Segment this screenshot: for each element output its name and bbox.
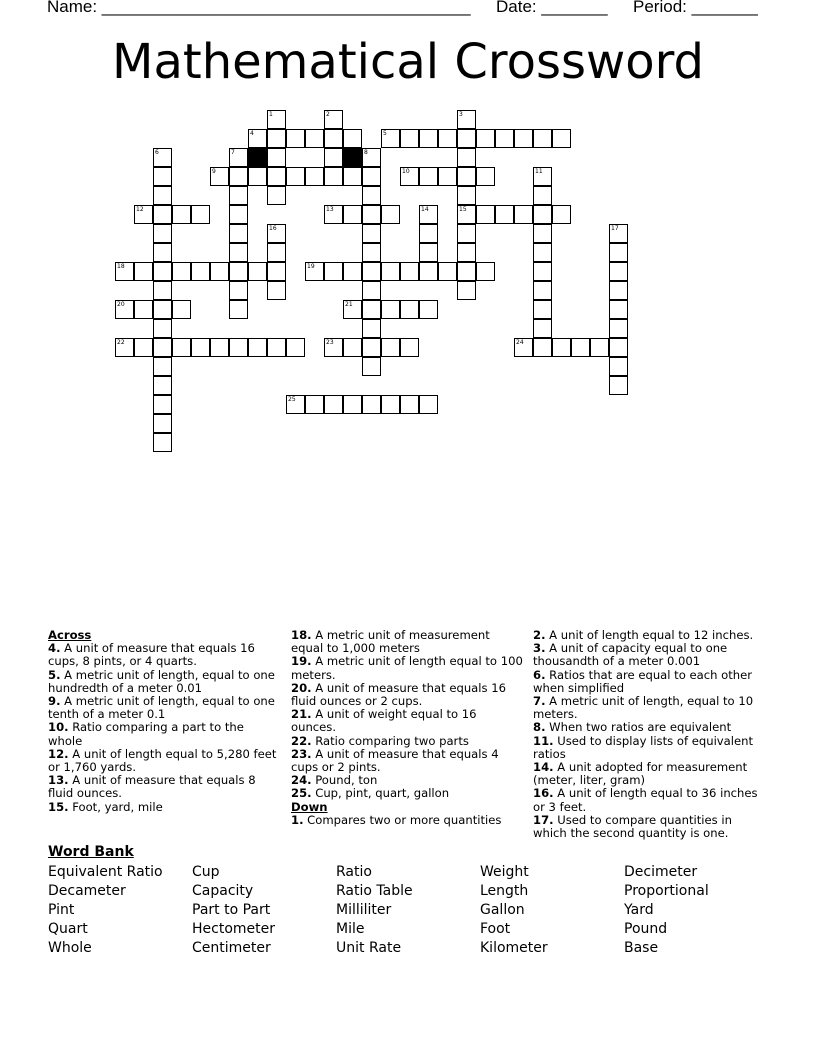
crossword-cell[interactable] [419, 129, 438, 148]
crossword-cell[interactable] [552, 129, 571, 148]
clue-number-label: 14 [421, 206, 429, 213]
crossword-cell[interactable] [438, 262, 457, 281]
clue-number-label: 3 [459, 111, 463, 118]
clue-number-label: 1 [269, 111, 273, 118]
word-bank-item: Capacity [192, 883, 254, 899]
across-clue [48, 774, 278, 800]
crossword-cell[interactable] [305, 395, 324, 414]
across-clue [291, 682, 523, 708]
clue-text: Pound, ton [311, 773, 378, 788]
crossword-cell[interactable] [248, 338, 267, 357]
crossword-cell[interactable] [362, 167, 381, 186]
crossword-cell[interactable] [229, 300, 248, 319]
down-clue [533, 642, 763, 668]
crossword-cell[interactable] [324, 395, 343, 414]
clue-number-label: 19 [307, 263, 315, 270]
word-bank-item: Ratio [336, 864, 372, 880]
crossword-cell[interactable] [153, 224, 172, 243]
word-bank-item: Part to Part [192, 902, 271, 918]
clue-text: Foot, yard, mile [68, 799, 163, 814]
crossword-cell[interactable] [343, 167, 362, 186]
across-clue [48, 748, 278, 774]
crossword-cell[interactable] [609, 376, 628, 395]
crossword-cell[interactable] [286, 129, 305, 148]
clue-number-label: 17 [611, 225, 619, 232]
clue-number-label: 18 [117, 263, 125, 270]
crossword-cell[interactable] [134, 338, 153, 357]
word-bank-item: Decimeter [624, 864, 698, 880]
crossword-cell[interactable] [324, 148, 343, 167]
crossword-cell[interactable] [533, 186, 552, 205]
clue-number: 9. [48, 694, 61, 709]
clue-text: A metric unit of length, equal to one hundredth of a meter 0.01 [48, 667, 275, 695]
crossword-cell[interactable] [552, 338, 571, 357]
crossword-cell[interactable] [362, 300, 381, 319]
crossword-cell[interactable] [590, 338, 609, 357]
crossword-black-cell [248, 148, 267, 167]
clue-text: A unit of weight equal to 16 ounces. [291, 707, 477, 735]
crossword-cell[interactable] [514, 205, 533, 224]
crossword-cell[interactable] [153, 186, 172, 205]
clue-number: 16. [533, 786, 554, 801]
crossword-cell[interactable] [267, 338, 286, 357]
crossword-cell[interactable] [362, 262, 381, 281]
crossword-cell[interactable] [419, 224, 438, 243]
across-clue [291, 708, 523, 734]
crossword-cell[interactable] [457, 148, 476, 167]
crossword-cell[interactable] [153, 376, 172, 395]
crossword-cell[interactable] [362, 243, 381, 262]
crossword-cell[interactable] [172, 300, 191, 319]
crossword-cell[interactable] [419, 167, 438, 186]
word-bank-item: Quart [48, 921, 88, 937]
crossword-cell[interactable] [191, 205, 210, 224]
crossword-cell[interactable] [362, 319, 381, 338]
crossword-cell[interactable] [210, 262, 229, 281]
word-bank-item: Yard [624, 902, 654, 918]
down-clue [533, 695, 763, 721]
crossword-cell[interactable] [229, 224, 248, 243]
crossword-cell[interactable] [609, 357, 628, 376]
crossword-cell[interactable] [362, 395, 381, 414]
word-bank-item: Centimeter [192, 940, 271, 956]
clue-number-label: 10 [402, 168, 410, 175]
across-clue [48, 801, 278, 814]
word-bank-item: Base [624, 940, 659, 956]
clue-number-label: 11 [535, 168, 543, 175]
clue-number-label: 22 [117, 339, 125, 346]
crossword-cell[interactable] [153, 205, 172, 224]
crossword-cell[interactable] [438, 129, 457, 148]
crossword-cell[interactable] [172, 338, 191, 357]
down-clue [533, 814, 763, 840]
clue-number: 10. [48, 720, 69, 735]
crossword-cell[interactable] [457, 167, 476, 186]
clue-text: A metric unit of length equal to 100 meters. [291, 654, 523, 682]
crossword-cell[interactable] [400, 395, 419, 414]
crossword-cell[interactable] [381, 395, 400, 414]
crossword-cell[interactable] [153, 433, 172, 452]
crossword-cell[interactable] [153, 395, 172, 414]
crossword-cell[interactable] [438, 167, 457, 186]
clue-number: 24. [291, 773, 312, 788]
word-bank-item: Hectometer [192, 921, 276, 937]
clue-text: Ratio comparing two parts [311, 733, 469, 748]
crossword-cell[interactable] [533, 224, 552, 243]
clue-number: 13. [48, 773, 69, 788]
crossword-cell[interactable] [267, 129, 286, 148]
crossword-cell[interactable] [229, 205, 248, 224]
clue-text: When two ratios are equivalent [545, 720, 732, 735]
crossword-cell[interactable] [457, 224, 476, 243]
word-bank-item: Length [480, 883, 529, 899]
clue-number: 25. [291, 786, 312, 801]
crossword-cell[interactable] [457, 243, 476, 262]
date-field[interactable]: Date: _______ [496, 0, 608, 16]
crossword-cell[interactable] [267, 281, 286, 300]
crossword-cell[interactable] [153, 357, 172, 376]
crossword-cell[interactable] [571, 338, 590, 357]
crossword-cell[interactable] [400, 338, 419, 357]
clue-number: 5. [48, 667, 61, 682]
crossword-cell[interactable] [191, 338, 210, 357]
crossword-cell[interactable] [533, 319, 552, 338]
clue-text: Cup, pint, quart, gallon [311, 786, 450, 801]
across-clue [291, 748, 523, 774]
crossword-cell[interactable] [229, 262, 248, 281]
down-clue [291, 814, 523, 827]
crossword-cell[interactable] [609, 243, 628, 262]
clue-number-label: 13 [326, 206, 334, 213]
crossword-cell[interactable] [248, 167, 267, 186]
crossword-cell[interactable] [381, 300, 400, 319]
crossword-cell[interactable] [134, 262, 153, 281]
crossword-cell[interactable] [419, 395, 438, 414]
crossword-cell[interactable] [343, 129, 362, 148]
down-clue [533, 669, 763, 695]
word-bank-item: Decameter [48, 883, 126, 899]
clue-text: A metric unit of measurement equal to 1,000 meters [291, 628, 490, 656]
clue-number: 23. [291, 746, 312, 761]
clue-text: A unit adopted for measurement (meter, liter, gram) [533, 760, 748, 788]
crossword-cell[interactable] [267, 243, 286, 262]
word-bank [48, 863, 768, 958]
clue-number-label: 7 [231, 149, 235, 156]
clue-text: Ratios that are equal to each other when simplified [533, 667, 753, 695]
crossword-cell[interactable] [495, 205, 514, 224]
clue-number-label: 25 [288, 396, 296, 403]
clue-number-label: 20 [117, 301, 125, 308]
clue-number-label: 5 [383, 130, 387, 137]
clue-number-label: 9 [212, 168, 216, 175]
crossword-cell[interactable] [533, 300, 552, 319]
word-bank-item: Cup [192, 864, 220, 880]
crossword-cell[interactable] [324, 262, 343, 281]
word-bank-item: Pint [48, 902, 75, 918]
clue-number-label: 4 [250, 130, 254, 137]
crossword-cell[interactable] [533, 281, 552, 300]
name-field[interactable]: Name: _______________________________________ [47, 0, 471, 16]
clue-text: A unit of length equal to 5,280 feet or 1,760 yards. [48, 746, 277, 775]
crossword-cell[interactable] [609, 281, 628, 300]
clue-number: 6. [533, 667, 546, 682]
clue-text: A metric unit of length, equal to 10 meters. [533, 694, 754, 722]
crossword-cell[interactable] [267, 167, 286, 186]
clue-number: 2. [533, 628, 546, 642]
across-heading: Across [48, 628, 92, 642]
crossword-cell[interactable] [343, 395, 362, 414]
clue-text: A unit of measure that equals 16 fluid ounces or 2 cups. [291, 680, 506, 709]
clue-number: 17. [533, 812, 554, 827]
clue-number: 21. [291, 707, 312, 722]
clues-column-1 [48, 629, 278, 814]
crossword-cell[interactable] [609, 338, 628, 357]
word-bank-item: Whole [48, 940, 92, 956]
crossword-cell[interactable] [476, 205, 495, 224]
crossword-cell[interactable] [267, 186, 286, 205]
crossword-cell[interactable] [153, 300, 172, 319]
clue-text: A unit of measure that equals 4 cups or 2 pints. [291, 746, 499, 775]
crossword-cell[interactable] [457, 262, 476, 281]
clue-number: 15. [48, 799, 69, 814]
clue-text: Used to compare quantities in which the second quantity is one. [533, 812, 732, 841]
crossword-cell[interactable] [533, 243, 552, 262]
clue-number: 11. [533, 733, 554, 748]
crossword-cell[interactable] [134, 300, 153, 319]
clue-number: 19. [291, 654, 312, 669]
word-bank-item: Kilometer [480, 940, 548, 956]
across-clue [48, 721, 278, 747]
word-bank-item: Foot [480, 921, 511, 937]
crossword-cell[interactable] [343, 262, 362, 281]
clue-number: 4. [48, 641, 61, 656]
clue-number: 7. [533, 694, 546, 709]
crossword-cell[interactable] [457, 281, 476, 300]
crossword-cell[interactable] [267, 148, 286, 167]
across-clue [48, 642, 278, 668]
word-bank-item: Pound [624, 921, 668, 937]
clue-number-label: 6 [155, 149, 159, 156]
crossword-cell[interactable] [381, 338, 400, 357]
crossword-cell[interactable] [533, 205, 552, 224]
crossword-grid [0, 0, 816, 440]
clue-number: 14. [533, 760, 554, 775]
crossword-cell[interactable] [381, 205, 400, 224]
page-title: Mathematical Crossword [112, 34, 704, 90]
crossword-cell[interactable] [324, 167, 343, 186]
word-bank-item: Ratio Table [336, 883, 413, 899]
clue-text: Used to display lists of equivalent ratios [533, 733, 754, 761]
crossword-cell[interactable] [362, 224, 381, 243]
crossword-cell[interactable] [191, 262, 210, 281]
clue-number: 8. [533, 720, 546, 735]
clue-number-label: 21 [345, 301, 353, 308]
crossword-cell[interactable] [362, 338, 381, 357]
word-bank-item: Equivalent Ratio [48, 864, 163, 880]
across-clue [291, 787, 523, 800]
crossword-cell[interactable] [343, 338, 362, 357]
word-bank-item: Milliliter [336, 902, 392, 918]
across-clue [48, 669, 278, 695]
clue-number: 22. [291, 733, 312, 748]
crossword-cell[interactable] [400, 300, 419, 319]
clue-text: A unit of measure that equals 8 fluid ounces. [48, 773, 256, 801]
clue-number: 1. [291, 812, 304, 827]
clue-number-label: 16 [269, 225, 277, 232]
crossword-black-cell [343, 148, 362, 167]
crossword-cell[interactable] [343, 205, 362, 224]
word-bank-item: Weight [480, 864, 529, 880]
crossword-cell[interactable] [286, 167, 305, 186]
word-bank-item: Mile [336, 921, 365, 937]
crossword-cell[interactable] [419, 262, 438, 281]
crossword-cell[interactable] [153, 243, 172, 262]
crossword-cell[interactable] [172, 262, 191, 281]
crossword-cell[interactable] [153, 338, 172, 357]
crossword-cell[interactable] [457, 129, 476, 148]
clue-number-label: 12 [136, 206, 144, 213]
clue-number: 3. [533, 641, 546, 656]
crossword-cell[interactable] [381, 262, 400, 281]
crossword-cell[interactable] [286, 338, 305, 357]
crossword-cell[interactable] [552, 205, 571, 224]
clue-text: A metric unit of length, equal to one tenth of a meter 0.1 [48, 694, 275, 722]
crossword-cell[interactable] [153, 319, 172, 338]
crossword-cell[interactable] [609, 262, 628, 281]
crossword-cell[interactable] [229, 338, 248, 357]
crossword-cell[interactable] [514, 129, 533, 148]
clue-text: Ratio comparing a part to the whole [48, 720, 244, 748]
crossword-cell[interactable] [362, 186, 381, 205]
clues-column-3 [533, 629, 763, 840]
crossword-cell[interactable] [229, 281, 248, 300]
crossword-cell[interactable] [172, 205, 191, 224]
crossword-cell[interactable] [324, 129, 343, 148]
clue-number: 20. [291, 680, 312, 695]
crossword-cell[interactable] [362, 205, 381, 224]
clue-number-label: 2 [326, 111, 330, 118]
crossword-cell[interactable] [248, 262, 267, 281]
down-clue [533, 761, 763, 787]
crossword-cell[interactable] [457, 186, 476, 205]
crossword-cell[interactable] [476, 167, 495, 186]
crossword-cell[interactable] [533, 338, 552, 357]
crossword-cell[interactable] [305, 129, 324, 148]
clue-text: Compares two or more quantities [303, 812, 502, 827]
crossword-cell[interactable] [533, 129, 552, 148]
word-bank-item: Unit Rate [336, 940, 402, 956]
crossword-cell[interactable] [305, 167, 324, 186]
crossword-cell[interactable] [533, 262, 552, 281]
clue-number-label: 23 [326, 339, 334, 346]
clue-text: A unit of capacity equal to one thousandth of a meter 0.001 [533, 641, 728, 669]
across-clue [48, 695, 278, 721]
clue-number: 12. [48, 746, 69, 761]
clue-text: A unit of length equal to 12 inches. [545, 628, 754, 642]
period-field[interactable]: Period: _______ [633, 0, 758, 16]
crossword-cell[interactable] [229, 167, 248, 186]
crossword-cell[interactable] [267, 262, 286, 281]
clues-column-2 [291, 629, 523, 827]
crossword-cell[interactable] [609, 319, 628, 338]
clue-text: A unit of measure that equals 16 cups, 8 pints, or 4 quarts. [48, 641, 255, 669]
crossword-cell[interactable] [153, 262, 172, 281]
word-bank-title: Word Bank [48, 844, 134, 860]
across-clue [291, 655, 523, 681]
crossword-cell[interactable] [153, 414, 172, 433]
word-bank-item: Gallon [480, 902, 525, 918]
across-clue [291, 629, 523, 655]
clue-number-label: 8 [364, 149, 368, 156]
clue-text: A unit of length equal to 36 inches or 3 feet. [533, 786, 758, 814]
crossword-cell[interactable] [362, 281, 381, 300]
word-bank-item: Proportional [624, 883, 709, 899]
crossword-cell[interactable] [419, 300, 438, 319]
crossword-cell[interactable] [419, 243, 438, 262]
crossword-cell[interactable] [153, 281, 172, 300]
crossword-cell[interactable] [210, 338, 229, 357]
crossword-cell[interactable] [495, 129, 514, 148]
clue-number: 18. [291, 628, 312, 642]
clue-number-label: 24 [516, 339, 524, 346]
crossword-cell[interactable] [362, 357, 381, 376]
down-heading: Down [291, 799, 328, 814]
crossword-cell[interactable] [476, 262, 495, 281]
crossword-cell[interactable] [400, 262, 419, 281]
crossword-cell[interactable] [229, 243, 248, 262]
down-clue [533, 787, 763, 813]
crossword-cell[interactable] [400, 129, 419, 148]
crossword-cell[interactable] [476, 129, 495, 148]
crossword-cell[interactable] [229, 186, 248, 205]
crossword-cell[interactable] [609, 300, 628, 319]
crossword-cell[interactable] [153, 167, 172, 186]
clue-number-label: 15 [459, 206, 467, 213]
down-clue [533, 735, 763, 761]
